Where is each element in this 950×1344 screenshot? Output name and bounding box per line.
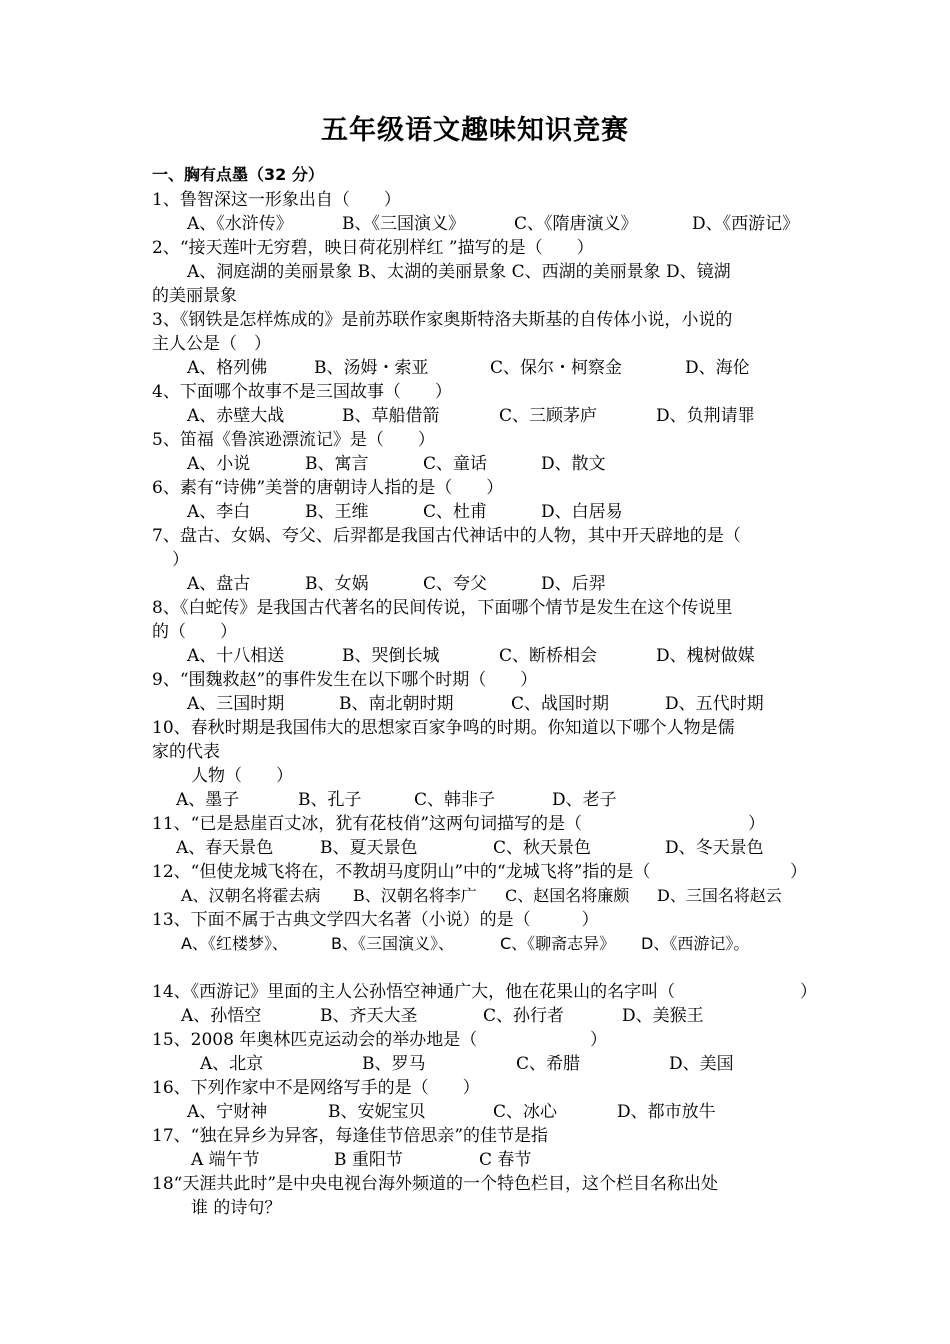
q3-option-d: D、海伦 <box>685 358 750 378</box>
q17-option-c: C 春节 <box>479 1150 532 1170</box>
question-4: 4、下面哪个故事不是三国故事（ ） <box>152 382 452 402</box>
question-7: 7、盘古、女娲、夸父、后羿都是我国古代神话中的人物，其中开天辟地的是（ <box>152 526 741 546</box>
question-16: 16、下列作家中不是网络写手的是（ ） <box>152 1078 480 1098</box>
q1-option-b: B、《三国演义》 <box>342 214 465 234</box>
q6-option-a: A、李白 <box>187 502 251 522</box>
q7-option-a: A、盘古 <box>187 574 251 594</box>
q6-option-c: C、杜甫 <box>423 502 488 522</box>
q10-option-a: A、墨子 <box>176 790 240 810</box>
question-15: 15、2008 年奥林匹克运动会的举办地是（ <box>152 1030 478 1050</box>
question-9: 9、“围魏救赵”的事件发生在以下哪个时期（ ） <box>152 670 538 690</box>
q9-option-c: C、战国时期 <box>511 694 610 714</box>
q7-option-d: D、后羿 <box>541 574 606 594</box>
q4-option-a: A、赤壁大战 <box>187 406 285 426</box>
q13-option-d: D、《西游记》。 <box>641 934 750 953</box>
q7-option-c: C、夸父 <box>423 574 488 594</box>
q14-option-a: A、孙悟空 <box>181 1006 262 1026</box>
q13-option-a: A、《红楼梦》、 <box>181 934 288 953</box>
question-11: 11、“已是悬崖百丈冰，犹有花枝俏”这两句词描写的是（ <box>152 814 583 834</box>
question-10-cont2: 人物（ ） <box>191 766 293 786</box>
q11-option-d: D、冬天景色 <box>665 838 764 858</box>
q4-option-d: D、负荆请罪 <box>656 406 755 426</box>
q17-option-b: B 重阳节 <box>334 1150 403 1170</box>
q8-option-a: A、十八相送 <box>187 646 285 666</box>
question-13: 13、下面不属于古典文学四大名著（小说）的是（ ） <box>152 910 599 930</box>
q14-option-d: D、美猴王 <box>622 1006 704 1026</box>
q2-options: A、洞庭湖的美丽景象 B、太湖的美丽景象 C、西湖的美丽景象 D、镜湖 <box>187 262 731 282</box>
q5-option-d: D、散文 <box>541 454 606 474</box>
q13-option-c: C、《聊斋志异》 <box>500 934 616 953</box>
q15-option-a: A、北京 <box>200 1054 264 1074</box>
q5-option-c: C、童话 <box>423 454 488 474</box>
q6-option-d: D、白居易 <box>541 502 623 522</box>
q1-option-d: D、《西游记》 <box>692 214 800 234</box>
q15-option-d: D、美国 <box>669 1054 734 1074</box>
q12-option-a: A、汉朝名将霍去病 <box>181 886 321 905</box>
q12-option-d: D、三国名将赵云 <box>657 886 782 905</box>
question-7-cont: ） <box>172 550 189 570</box>
question-10: 10、春秋时期是我国伟大的思想家百家争鸣的时期。你知道以下哪个人物是儒 <box>152 718 735 738</box>
question-3-cont: 主人公是（ ） <box>152 334 271 354</box>
question-1: 1、鲁智深这一形象出自（ ） <box>152 190 401 210</box>
q9-option-b: B、南北朝时期 <box>339 694 454 714</box>
q2-options-cont: 的美丽景象 <box>152 286 237 306</box>
question-17: 17、“独在异乡为异客，每逢佳节倍思亲”的佳节是指 <box>152 1126 549 1146</box>
page-title: 五年级语文趣味知识竞赛 <box>321 115 629 146</box>
question-12-close: ） <box>790 862 807 882</box>
question-18: 18“天涯共此时”是中央电视台海外频道的一个特色栏目，这个栏目名称出处 <box>152 1174 719 1194</box>
q10-option-c: C、韩非子 <box>414 790 496 810</box>
q1-option-c: C、《隋唐演义》 <box>514 214 638 234</box>
question-8: 8、《白蛇传》是我国古代著名的民间传说，下面哪个情节是发生在这个传说里 <box>152 598 733 618</box>
q8-option-d: D、槐树做媒 <box>656 646 755 666</box>
q3-option-b: B、汤姆・索亚 <box>314 358 429 378</box>
q5-option-b: B、寓言 <box>305 454 369 474</box>
q15-option-b: B、罗马 <box>362 1054 426 1074</box>
q13-option-b: B、《三国演义》、 <box>331 934 454 953</box>
question-12: 12、“但使龙城飞将在，不教胡马度阴山”中的“龙城飞将”指的是（ <box>152 862 651 882</box>
q16-option-b: B、安妮宝贝 <box>328 1102 426 1122</box>
q4-option-c: C、三顾茅庐 <box>499 406 598 426</box>
q8-option-b: B、哭倒长城 <box>342 646 440 666</box>
q5-option-a: A、小说 <box>187 454 251 474</box>
q12-option-c: C、赵国名将廉颇 <box>505 886 630 905</box>
question-14: 14、《西游记》里面的主人公孙悟空神通广大，他在花果山的名字叫（ <box>152 982 676 1002</box>
q3-option-a: A、格列佛 <box>187 358 268 378</box>
question-10-cont: 家的代表 <box>152 742 220 762</box>
q15-option-c: C、希腊 <box>516 1054 581 1074</box>
q6-option-b: B、王维 <box>305 502 369 522</box>
question-5: 5、笛福《鲁滨逊漂流记》是（ ） <box>152 430 435 450</box>
q1-option-a: A、《水浒传》 <box>187 214 293 234</box>
q11-option-a: A、春天景色 <box>176 838 274 858</box>
question-14-close: ） <box>800 982 817 1002</box>
q9-option-d: D、五代时期 <box>665 694 764 714</box>
section-heading: 一、胸有点墨（32 分） <box>152 165 324 184</box>
question-15-close: ） <box>590 1030 607 1050</box>
question-11-close: ） <box>748 814 765 834</box>
q10-option-b: B、孔子 <box>298 790 362 810</box>
q16-option-d: D、都市放牛 <box>617 1102 716 1122</box>
question-18-cont: 谁 的诗句？ <box>191 1198 282 1218</box>
q14-option-b: B、齐天大圣 <box>320 1006 418 1026</box>
q3-option-c: C、保尔・柯察金 <box>490 358 623 378</box>
q11-option-b: B、夏天景色 <box>320 838 418 858</box>
q17-option-a: A 端午节 <box>191 1150 260 1170</box>
q14-option-c: C、孙行者 <box>483 1006 565 1026</box>
q16-option-a: A、宁财神 <box>187 1102 268 1122</box>
q7-option-b: B、女娲 <box>305 574 369 594</box>
question-8-cont: 的（ ） <box>152 622 237 642</box>
q16-option-c: C、冰心 <box>493 1102 558 1122</box>
q8-option-c: C、断桥相会 <box>499 646 598 666</box>
q9-option-a: A、三国时期 <box>187 694 285 714</box>
question-2: 2、“接天莲叶无穷碧，映日荷花别样红 ”描写的是（ ） <box>152 238 594 258</box>
q12-option-b: B、汉朝名将李广 <box>353 886 477 905</box>
q4-option-b: B、草船借箭 <box>342 406 440 426</box>
question-3: 3、《钢铁是怎样炼成的》是前苏联作家奥斯特洛夫斯基的自传体小说，小说的 <box>152 310 733 330</box>
question-6: 6、素有“诗佛”美誉的唐朝诗人指的是（ ） <box>152 478 504 498</box>
q10-option-d: D、老子 <box>552 790 617 810</box>
q11-option-c: C、秋天景色 <box>493 838 592 858</box>
